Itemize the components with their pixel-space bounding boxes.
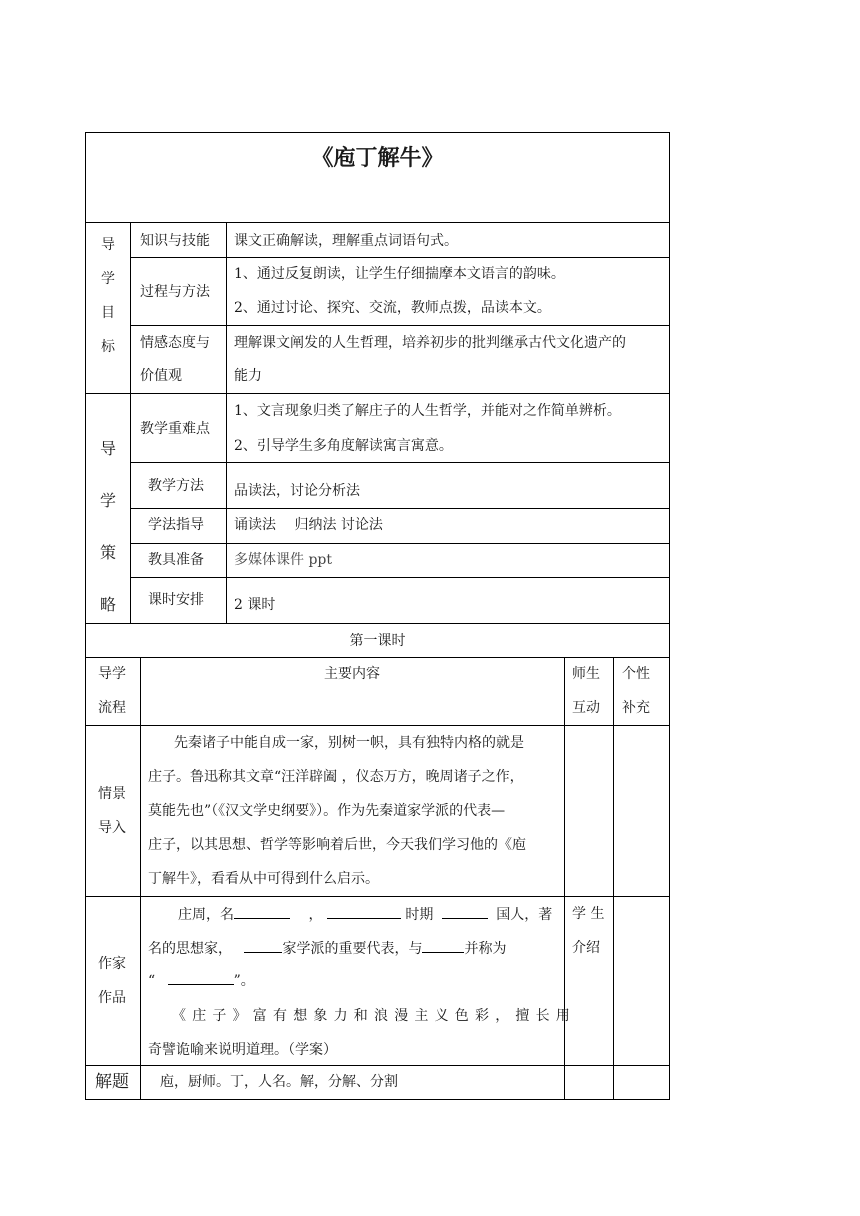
goal-label-emotion-1: 情感态度与 bbox=[140, 335, 210, 351]
goal-label-emotion-2: 价值观 bbox=[140, 368, 182, 384]
strategy-text-schedule: 2 课时 bbox=[234, 597, 276, 613]
author-label-2: 作品 bbox=[98, 990, 126, 1006]
goal-text-emotion-1: 理解课文阐发的人生哲理，培养初步的批判继承古代文化遗产的 bbox=[234, 335, 626, 351]
explain-label: 解题 bbox=[95, 1072, 129, 1092]
goal-text-knowledge: 课文正确解读，理解重点词语句式。 bbox=[234, 233, 458, 249]
intro-label-2: 导入 bbox=[98, 820, 126, 836]
strategy-label-study: 学法指导 bbox=[148, 517, 204, 533]
goal-text-process-1: 1、通过反复朗读，让学生仔细揣摩本文语言的韵味。 bbox=[234, 266, 565, 282]
header-flow-2: 流程 bbox=[98, 700, 126, 716]
strategy-label-schedule: 课时安排 bbox=[148, 592, 204, 608]
author-interaction-1: 学 生 bbox=[572, 906, 605, 922]
strategy-text-tools: 多媒体课件 ppt bbox=[234, 552, 332, 568]
header-supplement-1: 个性 bbox=[622, 666, 650, 682]
goal-text-process-2: 2、通过讨论、探究、交流，教师点拨，品读本文。 bbox=[234, 300, 551, 316]
blank-state[interactable] bbox=[442, 904, 488, 919]
goals-section-label: 导 学 目 标 bbox=[101, 237, 115, 355]
author-line-5: 奇譬诡喻来说明道理。（学案） bbox=[148, 1042, 337, 1058]
intro-line-5: 丁解牛》，看看从中可得到什么启示。 bbox=[148, 871, 379, 887]
section-title: 第一课时 bbox=[349, 633, 406, 649]
blank-era[interactable] bbox=[327, 904, 401, 919]
strategy-label-method: 教学方法 bbox=[148, 478, 204, 494]
strategy-section-label: 导 学 策 略 bbox=[99, 439, 116, 614]
blank-title[interactable] bbox=[168, 970, 234, 985]
explain-text: 庖，厨师。丁，人名。解，分解、分割 bbox=[160, 1074, 398, 1090]
author-interaction-2: 介绍 bbox=[572, 940, 600, 956]
strategy-text-study: 诵读法 归纳法 讨论法 bbox=[234, 517, 383, 533]
strategy-label-keypoints: 教学重难点 bbox=[140, 421, 210, 437]
header-content: 主要内容 bbox=[324, 666, 380, 682]
header-supplement-2: 补充 bbox=[622, 700, 650, 716]
header-interaction-1: 师生 bbox=[572, 666, 600, 682]
intro-line-4: 庄子，以其思想、哲学等影响着后世，今天我们学习他的《庖 bbox=[148, 837, 526, 853]
header-interaction-2: 互动 bbox=[572, 700, 600, 716]
page-title: 《庖丁解牛》 bbox=[311, 145, 444, 171]
goal-text-emotion-2: 能力 bbox=[234, 368, 262, 384]
author-line-1: 庄周，名 ， 时期 国人，著 bbox=[178, 904, 552, 925]
goal-label-knowledge: 知识与技能 bbox=[140, 233, 210, 249]
blank-peer[interactable] bbox=[422, 938, 464, 953]
strategy-text-method: 品读法，讨论分析法 bbox=[234, 483, 360, 499]
author-line-2: 名的思想家， 家学派的重要代表，与 并称为 bbox=[148, 938, 506, 959]
author-line-3: “ ”。 bbox=[148, 970, 255, 991]
intro-line-3: 莫能先也”（《汉文学史纲要》）。作为先秦道家学派的代表— bbox=[148, 803, 506, 819]
intro-line-2: 庄子。鲁迅称其文章“汪洋辟阖 ，仪态万方，晚周诸子之作， bbox=[148, 769, 524, 785]
strategy-label-tools: 教具准备 bbox=[148, 552, 204, 568]
intro-label-1: 情景 bbox=[98, 786, 126, 802]
goal-label-process: 过程与方法 bbox=[140, 284, 210, 300]
strategy-text-keypoints-2: 2、引导学生多角度解读寓言寓意。 bbox=[234, 438, 453, 454]
strategy-text-keypoints-1: 1、文言现象归类了解庄子的人生哲学，并能对之作简单辨析。 bbox=[234, 403, 621, 419]
author-label-1: 作家 bbox=[98, 956, 126, 972]
header-flow-1: 导学 bbox=[98, 666, 126, 682]
intro-line-1: 先秦诸子中能自成一家，别树一帜，具有独特内格的就是 bbox=[174, 735, 524, 751]
blank-school[interactable] bbox=[244, 938, 282, 953]
blank-name[interactable] bbox=[234, 904, 290, 919]
author-line-4: 《庄子》富有想象力和浪漫主义色彩，擅长用 bbox=[172, 1008, 576, 1024]
